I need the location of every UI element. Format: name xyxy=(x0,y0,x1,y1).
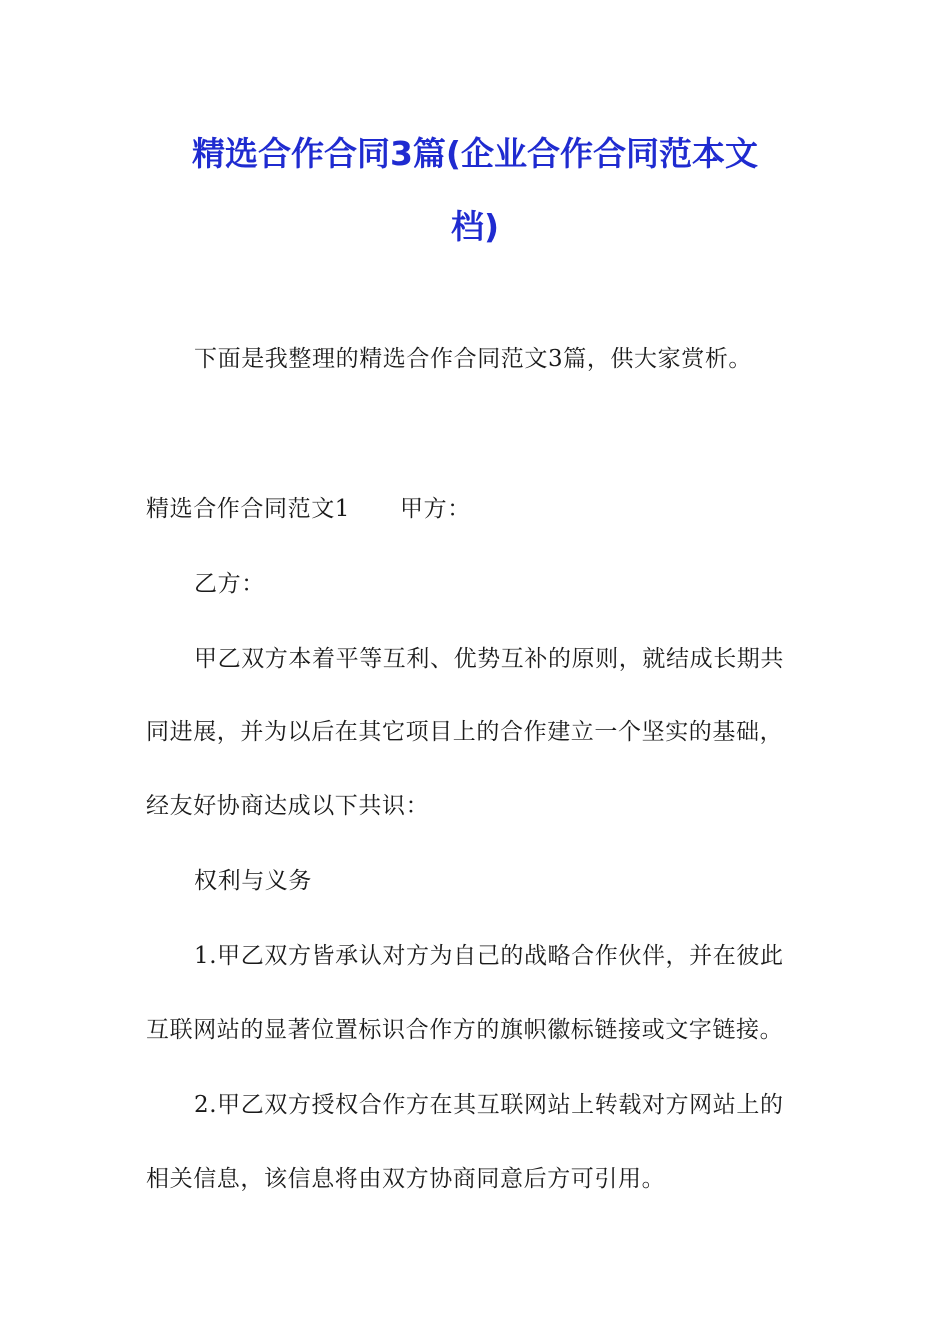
item-2-line-1: 2.甲乙双方授权合作方在其互联网站上转载对方网站上的 xyxy=(194,1092,784,1118)
intro-paragraph: 下面是我整理的精选合作合同范文3篇，供大家赏析。 xyxy=(194,346,753,372)
paragraph-1-line-2: 同进展，并为以后在其它项目上的合作建立一个坚实的基础， xyxy=(146,719,784,745)
party-a-label: 甲方： xyxy=(400,496,471,522)
paragraph-1-line-1: 甲乙双方本着平等互利、优势互补的原则，就结成长期共 xyxy=(194,646,784,672)
item-1-line-1: 1.甲乙双方皆承认对方为自己的战略合作伙伴，并在彼此 xyxy=(194,943,784,969)
party-b-label: 乙方： xyxy=(194,571,265,597)
item-2-line-2: 相关信息，该信息将由双方协商同意后方可引用。 xyxy=(146,1166,666,1192)
section-heading: 精选合作合同范文1 xyxy=(146,496,351,522)
rights-heading: 权利与义务 xyxy=(194,868,312,894)
document-title-line-1: 精选合作合同3篇(企业合作合同范本文 xyxy=(191,134,759,173)
section-heading-line xyxy=(146,494,816,524)
document-title-line-2: 档) xyxy=(450,207,500,246)
paragraph-1-line-3: 经友好协商达成以下共识： xyxy=(146,793,430,819)
item-1-line-2: 互联网站的显著位置标识合作方的旗帜徽标链接或文字链接。 xyxy=(146,1017,784,1043)
